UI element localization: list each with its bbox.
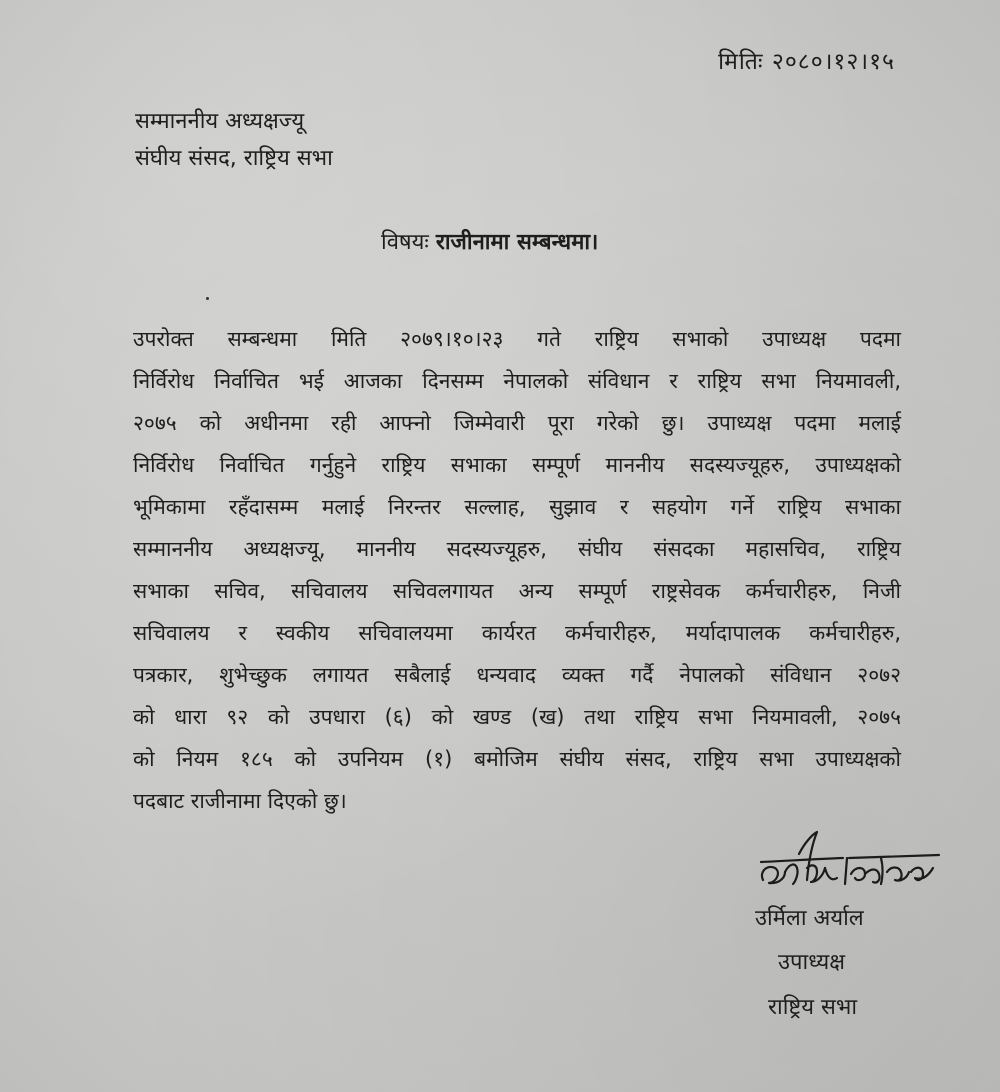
body-line: पत्रकार, शुभेच्छुक लगायत सबैलाई धन्यवाद व्यक्त गर्दै नेपालको संविधान २०७२: [133, 663, 901, 687]
addressee-block: [135, 103, 333, 177]
body-line: सचिवालय र स्वकीय सचिवालयमा कार्यरत कर्मचारीहरु, मर्यादापालक कर्मचारीहरु,: [133, 621, 901, 645]
addressee-organization: संघीय संसद, राष्ट्रिय सभा: [135, 146, 333, 171]
subject-label: विषयः: [381, 230, 429, 255]
body-line: २०७५ को अधीनमा रही आफ्नो जिम्मेवारी पूरा गरेको छु। उपाध्यक्ष पदमा मलाई: [133, 411, 901, 435]
handwritten-signature: [755, 828, 945, 900]
body-line: उपरोक्त सम्बन्धमा मिति २०७९।१०।२३ गते राष्ट्रिय सभाको उपाध्यक्ष पदमा: [133, 327, 901, 351]
body-line: निर्विरोध निर्वाचित भई आजका दिनसम्म नेपालको संविधान र राष्ट्रिय सभा नियमावली,: [133, 369, 901, 393]
signer-name: उर्मिला अर्याल: [755, 906, 864, 931]
body-line: सभाका सचिव, सचिवालय सचिवलगायत अन्य सम्पूर्ण राष्ट्रसेवक कर्मचारीहरु, निजी: [133, 579, 901, 603]
body-line: भूमिकामा रहँदासम्म मलाई निरन्तर सल्लाह, सुझाव र सहयोग गर्ने राष्ट्रिय सभाका: [133, 495, 901, 519]
body-line: निर्विरोध निर्वाचित गर्नुहुने राष्ट्रिय सभाका सम्पूर्ण माननीय सदस्यज्यूहरु, उपाध्यक्षको: [133, 453, 901, 477]
body-line: को धारा ९२ को उपधारा (६) को खण्ड (ख) तथा राष्ट्रिय सभा नियमावली, २०७५: [133, 705, 901, 729]
body-line: पदबाट राजीनामा दिएको छु।: [133, 789, 347, 813]
signer-organization: राष्ट्रिय सभा: [768, 995, 858, 1020]
body-line: सम्माननीय अध्यक्षज्यू, माननीय सदस्यज्यूहरु, संघीय संसदका महासचिव, राष्ट्रिय: [133, 537, 901, 561]
letter-body: [133, 318, 901, 822]
addressee-title: सम्माननीय अध्यक्षज्यू: [135, 109, 305, 134]
signer-title: उपाध्यक्ष: [778, 950, 846, 975]
paper-speck: [206, 297, 209, 300]
letter-date: मितिः २०८०।१२।१५: [718, 49, 895, 75]
subject-line: [381, 226, 598, 256]
subject-text: राजीनामा सम्बन्धमा।: [435, 230, 599, 255]
body-line: को नियम १८५ को उपनियम (१) बमोजिम संघीय संसद, राष्ट्रिय सभा उपाध्यक्षको: [133, 747, 901, 771]
